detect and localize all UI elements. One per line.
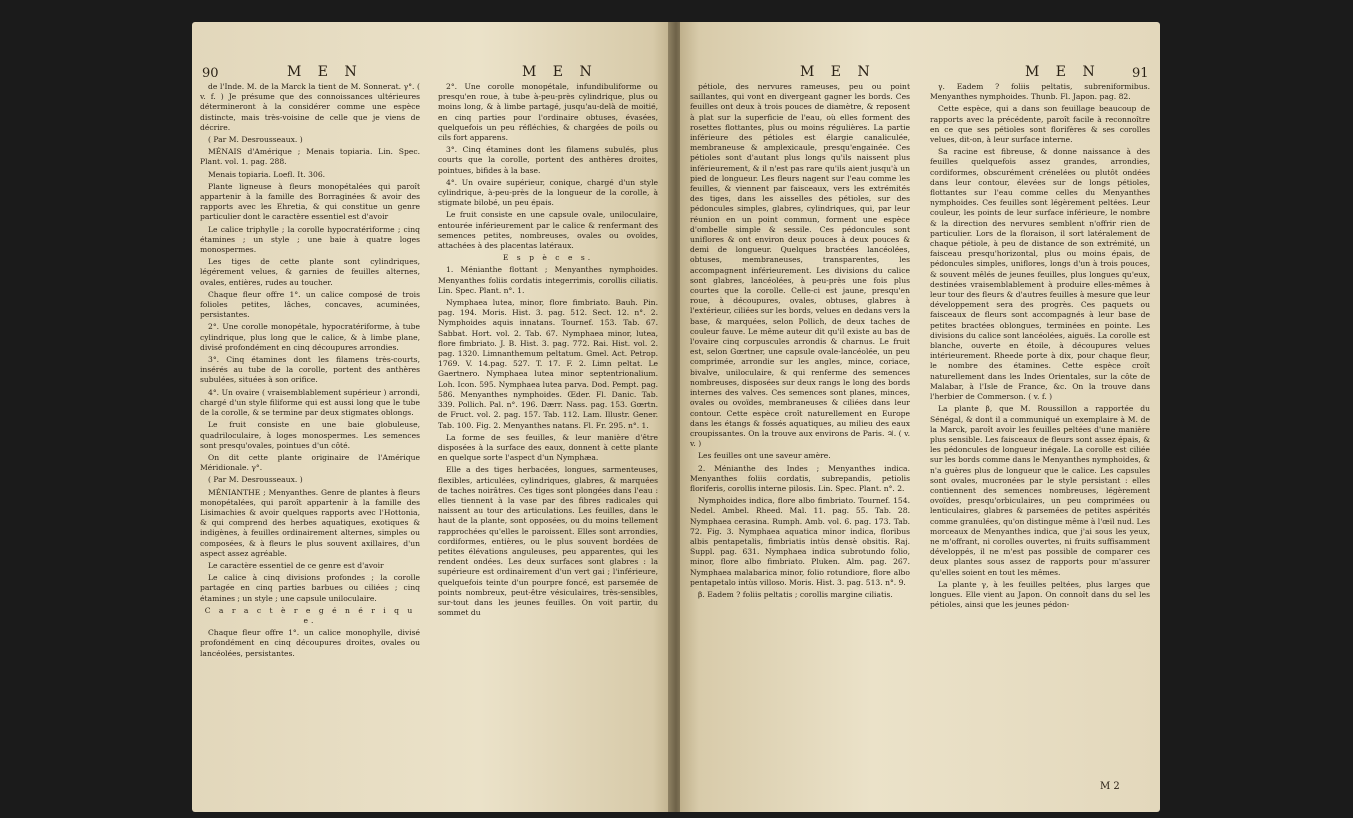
paragraph: Les feuilles ont une saveur amère. (698, 451, 831, 461)
paragraph: β. Eadem ? foliis peltatis ; corollis margine ciliatis. (698, 589, 893, 599)
paragraph: 4°. Un ovaire ( vraisemblablement supérieur ) arrondi, chargé d'un style filiforme qui est aussi long que le tube de la corolle, & se termine par deux stigmates oblongs. (200, 387, 420, 418)
paragraph: Chaque fleur offre 1°. un calice monophylle, divisé profondément en cinq découpures droites, ovales ou lancéolées, persistantes. (200, 628, 420, 658)
left-column-1 (200, 82, 420, 661)
paragraph: 3°. Cinq étamines dont les filamens subulés, plus courts que la corolle, portent des anthères droites, pointues, bifides à la base. (438, 145, 658, 175)
left-page-number: 90 (202, 66, 219, 81)
paragraph: γ. Eadem ? foliis peltatis, subreniformibus. Menyanthes nymphoides. Thunb. Fl. Japon. pag. 82. (930, 82, 1150, 102)
paragraph: Cette espèce, qui a dans son feuillage beaucoup de rapports avec la précédente, paroît facile à reconnoître en ce que ses pétioles sont florifères & ses corolles velues, dit-on, à leur surface interne. (930, 104, 1150, 145)
paragraph: MÉNIANTHE ; Menyanthes. Genre de plantes à fleurs monopétalées, qui paroît appartenir à la famille des Lisimachies & avoir quelques rapports avec l'Hottonia, & qui comprend des herbes aquatiques, exotiques & indigènes, à feuilles ordinairement alternes, simples ou composées, & à fleurs le plus souvent axillaires, d'un aspect assez agréable. (200, 487, 420, 558)
signature-mark: M 2 (1100, 781, 1120, 792)
paragraph: 4°. Un ovaire supérieur, conique, chargé d'un style cylindrique, à-peu-près de la longueur de la corolle, à stigmate bilobé, un peu épais. (438, 177, 658, 208)
paragraph: Le calice triphylle ; la corolle hypocratériforme ; cinq étamines ; un style ; une baie à quatre loges monospermes. (200, 224, 420, 255)
paragraph: de l'Inde. M. de la Marck la tient de M. Sonnerat. γ°. ( v. f. ) Je présume que des connoissances ultérieures détermineront à la considérer comme une espèce distincte, mais très-voisine de celle que je viens de décrire. (200, 82, 420, 132)
right-page-number: 91 (1132, 66, 1149, 81)
paragraph: E s p è c e s. (502, 253, 594, 263)
paragraph: 2°. Une corolle monopétale, infundibuliforme ou presqu'en roue, à tube à-peu-près cylindrique, plus ou moins long, & à limbe partagé, jusqu'au-delà de moitié, en cinq parties pour l'ordinaire obtuses, évasées, quelquefois un peu réfléchies, & chargées de poils ou cils fort apparens. (438, 82, 658, 143)
paragraph: Le fruit consiste en une capsule ovale, uniloculaire, entourée inférieurement par le calice & renfermant des semences petites, nombreuses, ovales ou ovoïdes, attachées à des placentas latéraux. (438, 210, 658, 251)
right-header-right: M E N (1025, 64, 1101, 80)
right-column-1 (690, 82, 910, 602)
paragraph: La plante γ, à les feuilles peltées, plus larges que longues. Elle vient au Japon. On connoît dans du sel les pétioles, ainsi que les jeunes pédon- (930, 579, 1150, 610)
paragraph: Plante ligneuse à fleurs monopétalées qui paroît appartenir à la famille des Borraginées & avoir des rapports avec les Ehretia, & qui constitue un genre particulier dont le caractère essentiel est d'avoir (200, 181, 420, 222)
paragraph: La plante β, que M. Roussillon a rapportée du Sénégal, & dont il a communiqué un exemplaire à M. de la Marck, paroît avoir les feuilles peltées d'une manière plus sensible. Les faisceaux de fleurs sont assez épais, & les pédoncules de longueur inégale. La corolle est ciliée sur les bords comme dans le Menyanthes nymphoides, & n'a guères plus de longueur que le calice. Les capsules sont ovales, mucronées par le style persistant : elles contiennent des semences nombreuses, légèrement ovoïdes, presqu'orbiculaires, un peu comprimées ou lenticulaires, glabres & parsemées de petites aspérités comme granulées, qu'on distingue même à l'œil nud. Les morceaux de Menyanthes indica, que j'ai sous les yeux, ne m'offrant, ni corolles ouvertes, ni fruits suffisamment développés, il ne m'est pas possible de comparer ces deux plantes sous assez de rapports pour m'assurer qu'elles soient en tout les mêmes. (930, 404, 1150, 577)
paragraph: 2. Ménianthe des Indes ; Menyanthes indica. Menyanthes foliis cordatis, subrepandis, petiolis floriferis, corollis interne pilosis. Lin. Spec. Plant. n°. 2. (690, 463, 910, 493)
paragraph: On dit cette plante originaire de l'Amérique Méridionale. γ°. (200, 452, 420, 473)
paragraph: Nymphoides indica, flore albo fimbriato. Tournef. 154. Nedel. Ambel. Rheed. Mal. 11. pag. 55. Tab. 28. Nymphaea cerasina. Rumph. Amb. vol. 6. pag. 173. Tab. 72. Fig. 3. Nymphaea aquatica minor indica, floribus albis pentapetalis, fimbriatis intùs densè obsitis. Raj. Suppl. pag. 631. Nymphaea indica subrotundo folio, minor, flore albo fimbriato. Pluken. Alm. pag. 267. Nymphaea malabarica minor, folio rotundiore, flore albo pentapetalo intùs villoso. Moris. Hist. 3. pag. 513. n°. 9. (690, 496, 910, 587)
paragraph: Nymphaea lutea, minor, flore fimbriato. Bauh. Pin. pag. 194. Moris. Hist. 3. pag. 512. Sect. 12. n°. 2. Nymphoides aquis innatans. Tournef. 153. Tab. 67. Sabbat. Hort. vol. 2. Tab. 67. Nymphaea minor, lutea, flore fimbriato. J. B. Hist. 3. pag. 772. Rai. Hist. vol. 2. pag. 1320. Limnanthemum peltatum. Gmel. Act. Petrop. 1769. V. 14.pag. 527. T. 17. F. 2. Limn peltat. Le Gaertnero. Nymphaea lutea minor septentrionalium. Loh. Icon. 595. Nymphaea lutea parva. Dod. Pempt. pag. 586. Menyanthes nymphoides. Œder. Fl. Danic. Tab. 339. Pollich. Pal. n°. 196. Dærr. Nass. pag. 153. Gœrtn. de Fruct. vol. 2. pag. 157. Tab. 112. Lam. Illustr. Gener. Tab. 100. Fig. 2. Menyanthes natans. Fl. Fr. 295. n°. 1. (438, 298, 658, 430)
paragraph: Le calice à cinq divisions profondes ; la corolle partagée en cinq parties barbues ou ciliées ; cinq étamines ; un style ; une capsule uniloculaire. (200, 573, 420, 603)
paragraph: pétiole, des nervures rameuses, peu ou point saillantes, qui vont en divergeant gagner les bords. Ces feuilles ont deux à trois pouces de diamètre, & reposent à plat sur la superficie de l'eau, où elles forment des rosettes flottantes, plus ou moins régulières. La partie inférieure des pétioles est élargie canaliculée, membraneuse & amplexicaule, presqu'engainée. Ces pétioles sont d'autant plus longs qu'ils naissent plus inférieurement, & il n'est pas rare qu'ils aient jusqu'à un pied de longueur. Les fleurs nagent sur l'eau comme les feuilles, & viennent par faisceaux, vers les extrémités des tiges, dans les aisselles des pétioles, sur des pédoncules simples, glabres, cylindriques, qui, par leur réunion en un point commun, forment une espèce d'ombelle simple & sessile. Ces pédoncules sont uniflores & ont environ deux pouces à deux pouces & demi de longueur. Quelques bractées lancéolées, obtuses, membraneuses, transparentes, les accompagnent inférieurement. Les divisions du calice sont glabres, lancéolées, à peu-près une fois plus courtes que la corolle. Celle-ci est jaune, presqu'en roue, à découpures, ovales, obtuses, glabres à l'extérieur, ciliées sur les bords, velues en dedans vers la base, & marquées, selon Pollich, de deux taches de couleur fauve. Le même auteur dit qu'il existe au bas de l'ovaire cinq corpuscules arrondis & charnus. Le fruit est, selon Gœrtner, une capsule ovale-lancéolée, un peu comprimée, arrondie sur les angles, mince, coriace, bivalve, uniloculaire, & qui renferme des semences nombreuses, disposées sur deux rangs le long des bords internes des valves. Ces semences sont planes, minces, ovales ou ovoïdes, membraneuses & ciliées dans leur contour. Cette espèce croît naturellement en Europe dans les étangs & fossés aquatiques, au milieu des eaux croupissantes. On la trouve aux environs de Paris. ♃. ( v. v. ) (690, 82, 910, 449)
paragraph: Elle a des tiges herbacées, longues, sarmenteuses, flexibles, articulées, cylindriques, glabres, & marquées de taches noirâtres. Ces tiges sont plongées dans l'eau : elles tiennent à la vase par des fibres radicales qui naissent au tour des articulations. Les feuilles, dans le haut de la plante, sont opposées, ou du moins tellement rapprochées qu'elles le paroissent. Elles sont arrondies, cordiformes, entières, ou le plus souvent bordées de petites élévations anguleuses, peu apparentes, qui les rendent ondées. Les deux surfaces sont glabres : la supérieure est ordinairement d'un vert gai ; l'inférieure, quelquefois teinte d'un pourpre foncé, est parsemée de points nombreux, peut-être vésiculaires, très-sensibles, sur-tout dans les jeunes feuilles. On voit partir, du sommet du (438, 465, 658, 618)
paragraph: ( Par M. Desrousseaux. ) (208, 135, 303, 145)
left-header-right: M E N (522, 64, 598, 80)
paragraph: Chaque fleur offre 1°. un calice composé de trois folioles petites, lâches, concaves, acuminées, persistantes. (200, 289, 420, 320)
paragraph: Le fruit consiste en une baie globuleuse, quadriloculaire, à loges monospermes. Les semences sont presqu'ovales, pointues d'un côté. (200, 420, 420, 450)
paragraph: C a r a c t è r e g é n é r i q u e. (204, 605, 416, 625)
right-column-2 (930, 82, 1150, 612)
paragraph: La forme de ses feuilles, & leur manière d'être disposées à la surface des eaux, donnent à cette plante en quelque sorte l'aspect d'un Nymphæa. (438, 432, 658, 463)
paragraph: Le caractère essentiel de ce genre est d'avoir (208, 560, 384, 570)
left-page (192, 22, 672, 812)
right-header-left: M E N (800, 64, 876, 80)
paragraph: 1. Ménianthe flottant ; Menyanthes nymphoides. Menyanthes foliis cordatis integerrimis, corollis ciliatis. Lin. Spec. Plant. n°. 1. (438, 265, 658, 295)
paragraph: Menais topiaria. Loefl. It. 306. (208, 169, 326, 179)
paragraph: 2°. Une corolle monopétale, hypocratériforme, à tube cylindrique, plus long que le calice, & à limbe plane, divisé profondément en cinq découpures arrondies. (200, 322, 420, 352)
right-page (680, 22, 1160, 812)
left-column-2 (438, 82, 658, 620)
paragraph: MÉNAIS d'Amérique ; Menais topiaria. Lin. Spec. Plant. vol. 1. pag. 288. (200, 147, 420, 167)
paragraph: Les tiges de cette plante sont cylindriques, légérement velues, & garnies de feuilles alternes, ovales, entières, rudes au toucher. (200, 257, 420, 287)
paragraph: ( Par M. Desrousseaux. ) (208, 475, 303, 485)
paragraph: Sa racine est fibreuse, & donne naissance à des feuilles quelquefois assez grandes, arrondies, cordiformes, obscurément crénelées ou plutôt ondées dans leur contour, élevées sur de longs pétioles, flottantes sur l'eau comme celles du Menyanthes nymphoides. Ces feuilles sont légèrement peltées. Leur couleur, les points de leur surface inférieure, le nombre & la direction des nervures semblent n'offrir rien de particulier. Lors de la floraison, il sort latéralement de chaque pétiole, à peu de distance de son extrémité, un faisceau presqu'horizontal, plus ou moins épais, de pédoncules simples, uniflores, longs d'un à trois pouces, & souvent mêlés de jeunes feuilles, plus longues qu'eux, destinées vraisemblablement à produire elles-mêmes à leur tour des fleurs & d'autres feuilles à mesure que leur développement sera des progrès. Ces paquets ou faisceaux de fleurs sont accompagnés à leur base de petites bractées oblongues, terminées en pointe. Les divisions du calice sont lancéolées, aiguës. La corolle est blanche, ouverte en étoile, à découpures velues intérieurement. Rheede porte à dix, pour chaque fleur, le nombre des étamines. Cette espèce croît naturellement dans les Indes Orientales, sur la côte de Malabar, à l'Isle de France, &c. On la trouve dans l'herbier de Commerson. ( v. f. ) (930, 147, 1150, 402)
paragraph: 3°. Cinq étamines dont les filamens très-courts, insérés au tube de la corolle, portent des anthères subulées, situées à son orifice. (200, 355, 420, 385)
left-header-left: M E N (287, 64, 363, 80)
